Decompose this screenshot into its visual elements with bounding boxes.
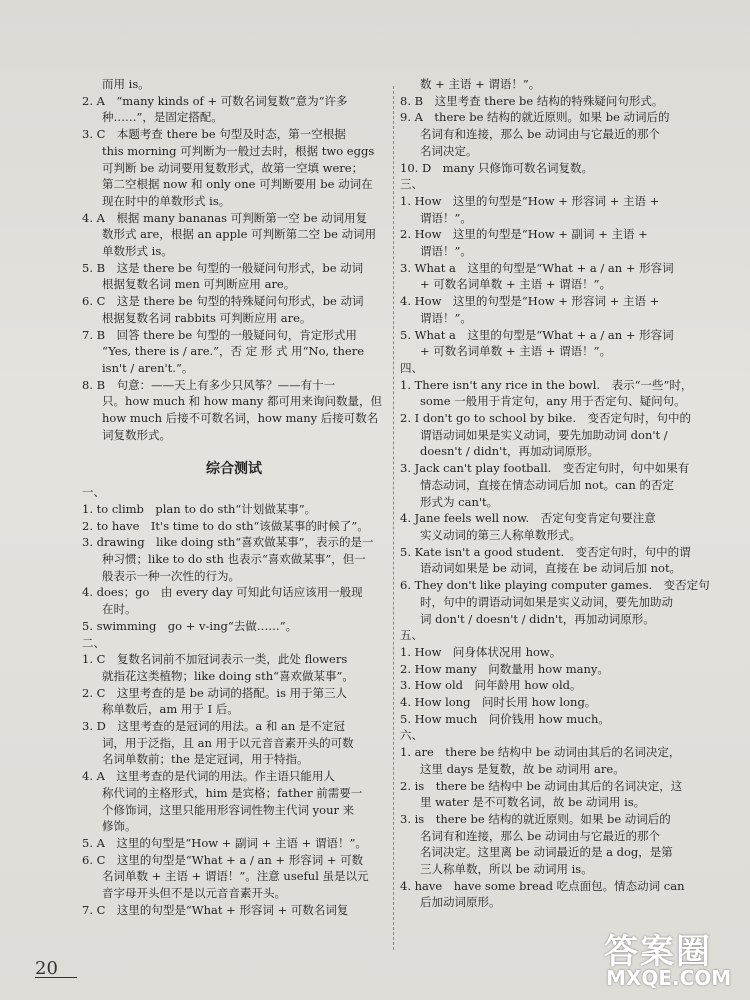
- text-line: 种习惯；like to do sth 也表示“喜欢做某事”，但一: [102, 551, 366, 566]
- text-line: 3. What a 这里的句型是“What + a / an + 形容词: [400, 260, 674, 275]
- text-line: 9. A there be 结构的就近原则。如果 be 动词后的: [400, 110, 670, 125]
- text-line: 这里 days 是复数，故 be 动词用 are。: [420, 761, 625, 776]
- text-line: 数 + 主语 + 谓语！”。: [420, 77, 541, 91]
- text-line: 后加动词原形。: [420, 895, 501, 910]
- text-line: 词复数形式。: [102, 427, 171, 442]
- text-line: 4. does；go 由 every day 可知此句话应该用一般现: [82, 585, 363, 600]
- text-line: 数形式 are，根据 an apple 可判断第二空 be 动词用: [102, 227, 377, 242]
- text-line: 四、: [400, 360, 423, 375]
- text-line: 5. How much 问价钱用 how much。: [400, 711, 610, 726]
- text-line: 4. A 根据 many bananas 可判断第一空 be 动词用复: [82, 210, 368, 225]
- watermark-url: MXQE.COM: [606, 966, 732, 990]
- text-line: 谓语！”。: [420, 310, 472, 325]
- text-line: 3. C 本题考查 there be 句型及时态，第一空根据: [82, 127, 346, 142]
- text-line: 修饰。: [102, 819, 137, 834]
- text-line: 情态动词，直接在情态动词后加 not。can 的否定: [420, 477, 674, 492]
- text-line: 谓语！”。: [420, 244, 472, 259]
- text-line: 7. B 回答 there be 句型的一般疑问句，肯定形式用: [82, 327, 357, 342]
- left-column: [82, 76, 386, 918]
- text-line: 1. C 复数名词前不加冠词表示一类，此处 flowers: [82, 652, 348, 667]
- text-line: 里 water 是不可数名词，故 be 动词用 is。: [420, 795, 646, 810]
- text-line: 1. to climb plan to do sth“计划做某事”。: [82, 501, 317, 516]
- text-line: 4. have have some bread 吃点面包。情态动词 can: [400, 878, 685, 893]
- text-line: 名词有和连接，那么 be 动词由与它最近的那个: [420, 127, 660, 142]
- text-line: 个修饰词，这里只能用形容词性物主代词 your 来: [102, 802, 355, 817]
- text-line: 6. C 这是 there be 句型的特殊疑问句形式，be 动词: [82, 294, 364, 309]
- text-line: 4. How long 问时长用 how long。: [400, 695, 597, 710]
- answer-block-part2: [400, 76, 710, 911]
- text-line: 5. A 这里的句型是“How + 副词 + 主语 + 谓语！”。: [82, 835, 367, 850]
- text-line: 称单数后，am 用于 I 后。: [102, 702, 239, 717]
- text-line: 谓语！”。: [420, 210, 472, 225]
- text-line: 5. swimming go + v-ing“去做……”。: [82, 618, 298, 633]
- text-line: 词，用于泛指，且 an 用于以元音音素开头的可数: [102, 735, 354, 750]
- text-line: this morning 可判断为一般过去时，根据 two eggs: [102, 143, 375, 158]
- text-line: 可判断 be 动词要用复数形式，故第一空填 were；: [102, 160, 364, 175]
- text-line: 三、: [400, 177, 423, 192]
- text-line: 2. I don't go to school by bike. 变否定句时，句中的: [400, 411, 692, 426]
- text-line: 现在时中的单数形式 is。: [102, 193, 231, 208]
- text-line: 1. How 问身体状况用 how。: [400, 644, 562, 659]
- text-line: 4. A 这里考查的是代词的用法。作主语只能用人: [82, 769, 335, 784]
- text-line: 8. B 句意：——天上有多少只风筝？——有十一: [82, 377, 336, 392]
- text-line: 种……”，是固定搭配。: [102, 110, 223, 125]
- text-line: 时，句中的谓语动词如果是实义动词，要先加助动: [420, 594, 673, 609]
- text-line: 10. D many 只修饰可数名词复数。: [400, 160, 593, 175]
- text-line: 称代词的主格形式，him 是宾格；father 前需要一: [102, 785, 363, 800]
- text-line: 第二空根据 now 和 only one 可判断要用 be 动词在: [102, 177, 373, 192]
- text-line: 2. How many 问数量用 how many。: [400, 661, 609, 676]
- text-line: 而用 is。: [102, 77, 150, 91]
- text-line: “Yes, there is / are.”，否 定 形 式 用“No, there: [102, 344, 364, 359]
- watermark-text: 答案圈: [604, 932, 712, 972]
- text-line: 根据复数名词 rabbits 可判断应用 are。: [102, 310, 312, 325]
- text-line: 5. Kate isn't a good student. 变否定句时，句中的谓: [400, 544, 691, 559]
- column-divider: [393, 86, 394, 950]
- text-line: 只。how much 和 how many 都可用来询问数量，但: [102, 394, 382, 409]
- text-line: 3. How old 问年龄用 how old。: [400, 678, 582, 693]
- text-line: 8. B 这里考查 there be 结构的特殊疑问句形式。: [400, 93, 664, 108]
- section-title: 综合测试: [206, 461, 262, 478]
- text-line: 4. How 这里的句型是“How + 形容词 + 主语 +: [400, 294, 660, 309]
- text-line: 5. B 这是 there be 句型的一般疑问句形式，be 动词: [82, 260, 364, 275]
- text-line: + 可数名词单数 + 主语 + 谓语！”。: [420, 277, 612, 292]
- text-line: 6. They don't like playing computer games. 变否定句: [400, 578, 710, 593]
- text-line: 2. to have It's time to do sth“该做某事的时候了”。: [82, 518, 369, 533]
- text-line: 根据复数名词 men 可判断应用 are。: [102, 277, 296, 292]
- text-line: 六、: [400, 728, 423, 743]
- text-line: 2. is there be 结构中 be 动词由其后的名词决定，这: [400, 778, 683, 793]
- text-line: 名词单数前；the 是定冠词，用于特指。: [102, 752, 309, 767]
- text-line: 3. Jack can't play football. 变否定句时，句中如果有: [400, 461, 690, 476]
- text-line: 词 don't / doesn't / didn't，再加动词原形。: [420, 611, 655, 626]
- text-line: 3. is there be 结构的就近原则。如果 be 动词后的: [400, 811, 671, 826]
- text-line: 单数形式 is。: [102, 244, 173, 259]
- text-line: 2. C 这里考查的是 be 动词的搭配。is 用于第三人: [82, 685, 348, 700]
- text-line: isn't / aren't.”。: [102, 360, 194, 375]
- page-number-rule: [35, 977, 77, 978]
- text-line: 1. are there be 结构中 be 动词由其后的名词决定，: [400, 745, 681, 760]
- answer-block-comprehensive-test: [82, 484, 386, 918]
- text-line: 就指花这类植物；like doing sth“喜欢做某事”。: [102, 668, 354, 683]
- text-line: 2. A “many kinds of + 可数名词复数”意为“许多: [82, 93, 348, 108]
- text-line: some 一般用于肯定句，any 用于否定句、疑问句。: [420, 394, 686, 409]
- text-line: doesn't / didn't，再加动词原形。: [420, 444, 599, 459]
- text-line: 1. How 这里的句型是“How + 形容词 + 主语 +: [400, 193, 660, 208]
- text-line: 一、: [82, 485, 105, 500]
- text-line: 4. Jane feels well now. 否定句变肯定句要注意: [400, 511, 656, 526]
- text-line: 名词决定。: [420, 143, 478, 158]
- text-line: 实义动词的第三人称单数形式。: [420, 527, 581, 542]
- text-line: 名词决定。这里离 be 动词最近的是 a dog，是第: [420, 845, 673, 860]
- text-line: 谓语动词如果是实义动词，要先加助动词 don't /: [420, 427, 668, 442]
- text-line: 般表示一种一次性的行为。: [102, 568, 240, 583]
- text-line: 名词单数 + 主语 + 谓语！”。注意 useful 虽是以元: [102, 869, 369, 884]
- text-line: 二、: [82, 635, 105, 650]
- text-line: 3. drawing like doing sth“喜欢做某事”，表示的是一: [82, 535, 374, 550]
- answer-block-part1: [82, 76, 386, 443]
- text-line: 五、: [400, 628, 423, 643]
- text-line: 2. How 这里的句型是“How + 副词 + 主语 +: [400, 227, 648, 242]
- text-line: 6. C 这里的句型是“What + a / an + 形容词 + 可数: [82, 852, 364, 867]
- text-line: 5. What a 这里的句型是“What + a / an + 形容词: [400, 327, 674, 342]
- watermark-logo: [602, 924, 742, 996]
- text-line: 音字母开头但不是以元音音素开头。: [102, 886, 286, 901]
- text-line: 7. C 这里的句型是“What + 形容词 + 可数名词复: [82, 902, 349, 917]
- text-line: 语动词如果是 be 动词，直接在 be 动词后加 not。: [420, 561, 682, 576]
- text-line: 在时。: [102, 602, 137, 617]
- page-number: 20: [35, 958, 58, 979]
- text-line: 三人称单数，所以 be 动词用 is。: [420, 862, 593, 877]
- right-column: [400, 76, 710, 911]
- text-line: 名词有和连接，那么 be 动词由与它最近的那个: [420, 828, 660, 843]
- text-line: 1. There isn't any rice in the bowl. 表示“一些”时，: [400, 377, 693, 392]
- text-line: 形式为 can't。: [420, 494, 499, 509]
- text-line: + 可数名词单数 + 主语 + 谓语！”。: [420, 344, 612, 359]
- text-line: how much 后接不可数名词，how many 后接可数名: [102, 411, 379, 426]
- text-line: 3. D 这里考查的是冠词的用法。a 和 an 是不定冠: [82, 719, 345, 734]
